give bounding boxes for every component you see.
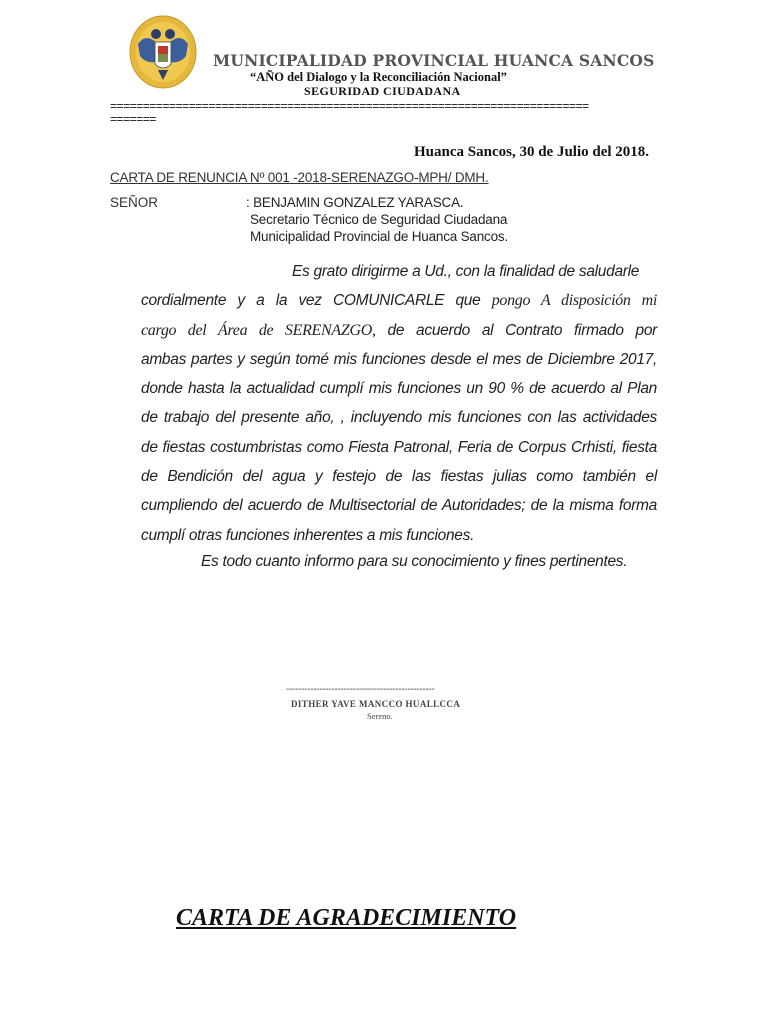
department-name: SEGURIDAD CIUDADANA — [304, 84, 461, 98]
recipient-title: Secretario Técnico de Seguridad Ciudadana — [250, 212, 508, 227]
municipal-seal-logo — [128, 14, 198, 90]
body-line: cumplí otras funciones inherentes a mis funciones. — [141, 526, 475, 544]
salutation: SEÑOR — [110, 195, 159, 210]
body-line: cumpliendo del acuerdo de Multisectorial de Autoridades; de la misma forma — [141, 497, 657, 515]
next-document-title: CARTA DE AGRADECIMIENTO — [176, 905, 517, 931]
signer-role: Sereno. — [367, 711, 393, 721]
letter-body — [141, 257, 657, 550]
body-line: ambas partes y según tomé mis funciones desde el mes de Diciembre 2017, — [141, 350, 657, 368]
body-line: de trabajo del presente año, , incluyendo mis funciones con las actividades — [141, 409, 657, 427]
header-rule-line: ========================================================================= — [110, 99, 589, 113]
body-line: Es grato dirigirme a Ud., con la finalidad de saludarle — [292, 263, 640, 280]
closing-sentence: Es todo cuanto informo para su conocimiento y fines pertinentes. — [201, 553, 628, 570]
body-line: donde hasta la actualidad cumplí mis funciones un 90 % de acuerdo al Plan — [141, 380, 657, 398]
recipient-organization: Municipalidad Provincial de Huanca Sancos. — [250, 229, 509, 244]
header-rule-line-continuation: ======= — [110, 112, 156, 126]
body-text: de acuerdo al Contrato firmado por — [375, 321, 657, 339]
body-text: cordialmente y a la vez COMUNICARLE que — [141, 292, 492, 310]
body-line: de Bendición del agua y festejo de las fiestas julias como también el — [141, 468, 657, 486]
body-text-emphasis: pongo A disposición mi — [491, 292, 657, 310]
body-line — [141, 316, 657, 345]
body-text-emphasis: cargo del Área de SERENAZGO, — [141, 321, 376, 339]
recipient-name: : BENJAMIN GONZALEZ YARASCA. — [246, 195, 464, 210]
letter-date: Huanca Sancos, 30 de Julio del 2018. — [414, 144, 650, 160]
body-line: de fiestas costumbristas como Fiesta Patronal, Feria de Corpus Crhisti, fiesta — [141, 438, 657, 456]
signer-name: DITHER YAVE MANCCO HUALLCCA — [291, 699, 461, 709]
signature-line: ------------------------------------------------- — [286, 684, 435, 695]
year-motto: “AÑO del Dialogo y la Reconciliación Nacional” — [250, 70, 507, 84]
organization-title: MUNICIPALIDAD PROVINCIAL HUANCA SANCOS — [213, 51, 655, 70]
body-line — [141, 286, 657, 315]
letter-reference: CARTA DE RENUNCIA Nº 001 -2018-SERENAZGO-MPH/ DMH. — [110, 170, 489, 185]
